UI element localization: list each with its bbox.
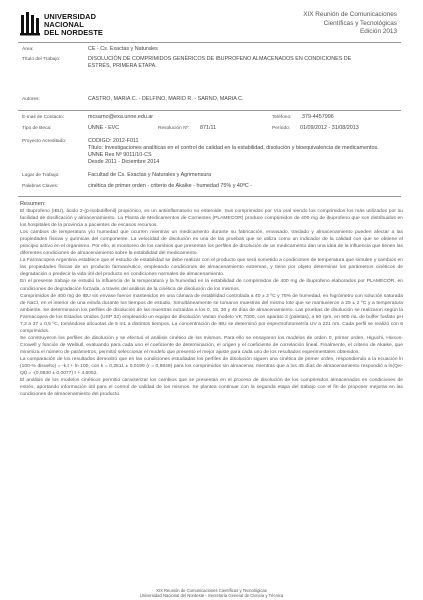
university-emblem-icon bbox=[20, 12, 40, 36]
period-value: 01/09/2012 - 31/08/2013 bbox=[300, 125, 359, 131]
page-footer bbox=[0, 588, 423, 598]
footer-line-2: Universidad Nacional del Nordeste - Secretaría General de Ciencia y Técnica bbox=[139, 593, 284, 598]
abstract-paragraph: El Ibuprofeno (IBU), ácido 2-(p-isobutilfenil) propiónico, es un antiinflamatorio no esteroide. Sus comprimidos por Vía oral siendo los comprimidos los más utilizados por su facilidad de dosificación y almacenamiento. La Planta de Medicamentos de Corrientes (PLAMECOR) produce comprimidos de 400 mg de ibuprofeno que son distribuidos en los hospitales de la provincia a pacientes de escasos recursos. bbox=[20, 209, 403, 229]
area-value: CE - Cs. Exactas y Naturales bbox=[88, 46, 158, 52]
phone-value: 379-4457996 bbox=[302, 114, 334, 120]
authors-value: CASTRO, MARIA C. - DELFINO, MARIO R. - SARNO, MARIA C. bbox=[88, 96, 244, 102]
event-name: XIX Reunión de Comunicaciones bbox=[303, 11, 397, 18]
footer-line-1: XIX Reunión de Comunicaciones Científicas y Tecnológicas bbox=[156, 588, 267, 593]
event-subtitle: Científicas y Tecnológicas bbox=[323, 19, 397, 27]
abstract-paragraph: El análisis de los modelos cinéticos permitió caracterizar los cambios que se presentan en el proceso de disolución de los comprimidos almacenados en condiciones de estrés, aportando información útil para el control de calidad de los mismos. Se plantea continuar con la segunda etapa del trabajo con el fin de proponer mejoras en las condiciones de almacenamiento del producto. bbox=[20, 378, 403, 398]
workplace-label: Lugar de Trabajo: bbox=[22, 173, 60, 178]
logo-line-3: DEL NORDESTE bbox=[44, 28, 103, 37]
resolution-label: Resolución Nº: bbox=[158, 126, 190, 131]
work-title: DISOLUCIÓN DE COMPRIMIDOS GENÉRICOS DE IBUPROFENO ALMACENADOS EN CONDICIONES DE ESTRÉS, PRIMERA ETAPA. bbox=[88, 56, 352, 69]
header-divider bbox=[18, 42, 401, 43]
keywords-value: cinética de primer orden - criterio de Akaike - humedad 75% y 40ºC - bbox=[88, 183, 253, 189]
abstract-body bbox=[20, 208, 403, 580]
abstract-paragraph: En el presente trabajo se estudió la influencia de la temperatura y la humedad en la estabilidad de comprimidos de 400 mg de ibuprofeno elaborados por PLAMECOR, en condiciones de degradación forzada, a través del análisis de la cinética de disolución de los mismos. bbox=[20, 279, 403, 292]
university-logo bbox=[20, 12, 160, 38]
logo-line-1: UNIVERSIDAD bbox=[44, 12, 97, 21]
email-label: E-mail de Contacto: bbox=[22, 115, 65, 120]
period-label: Período: bbox=[272, 126, 291, 131]
project-label: Proyecto Acreditado: bbox=[22, 139, 67, 144]
event-edition: Edición 2013 bbox=[360, 28, 397, 35]
abstract-paragraph: Se construyeron los perfiles de disolución y se efectuó el análisis cinético de los mismos. Para ello se ensayaron los modelos de orden 0, primer orden, Higuchi, Hixson-Crowell y función de Weibull, evaluando para cada uno el coeficiente de determinación, el origen y el coeficiente de correlación lineal. Finalmente, el criterio de Akaike, que minimiza el número de parámetros, permitió seleccionar el modelo que presentó el mejor ajuste para cada uno de los resultados experimentales obtenidos. bbox=[20, 335, 403, 355]
logo-line-2: NACIONAL bbox=[44, 20, 84, 29]
authors-divider bbox=[18, 110, 401, 111]
title-label: Título del Trabajo: bbox=[22, 57, 61, 62]
project-title: Título: Investigaciones analíticas en el control de calidad en la estabilidad, disolución y bioequivalencia de medicamentos. UNNE Res Nº 9011/10-CS bbox=[88, 145, 379, 158]
abstract-paragraph: Comprimidos de 400 mg de IBU sin envase fueron mantenidos en una cámara de estabilidad controlada a 40 ± 2 ºC y 75% de humedad, en higrómetro con solución saturada de NaCl, en el interior de una estufa durante los tiempos de estudio. Simultáneamente se tomaron muestras del mismo lote que se mantuvieron a 25 ± 2 ºC y a temperatura ambiente. Se determinaron los perfiles de disolución de las muestras extraídas a los 0, 15, 30 y 45 días de almacenamiento. Las pruebas de disolución se realizaron según la Farmacopea de los Estados Unidos (USP 32) empleando un equipo de disolución Varian modelo VK 7000, con aparato 2 (paletas), a 50 rpm, en 900 mL de buffer fosfato pH 7,2 a 37 ± 0,5 ºC, tomándose alícuotas de 5 mL a distintos tiempos. La concentración de IBU se determinó por espectrofotometría UV a 221 nm. Cada perfil se realizó con 6 comprimidos. bbox=[20, 293, 403, 334]
resolution-value: 871/11 bbox=[200, 125, 217, 131]
university-name bbox=[44, 13, 103, 37]
project-code: CODIGO: 2012-F011 bbox=[88, 138, 139, 144]
abstract-heading: Resumen: bbox=[20, 201, 46, 207]
abstract-paragraph: La comparación de los resultados demostró que en las condiciones estudiadas los perfiles de disolución siguen una cinética de primer orden, respondiendo a la ecuación ln (100-% disuelto) = -k.t + ln 100, con k = 0,2511 ± 0,0199 (r = 0,9848) para los comprimidos sin almacenar, mientras que a los 45 días de almacenamiento respondió a ln(Q∞-Qt) = -(0,0830 ± 0,0077) t + 4,6052. bbox=[20, 356, 403, 377]
keywords-divider bbox=[18, 196, 401, 197]
workplace-value: Facultad de Cs. Exactas y Naturales y Agrimensura bbox=[88, 172, 212, 178]
area-label: Área: bbox=[22, 47, 34, 52]
keywords-label: Palabras Claves: bbox=[22, 184, 59, 189]
abstract-paragraph: La Farmacopea Argentina establece que el estudio de estabilidad se debe realizar con el producto que será sometido a condiciones de temperatura que simulen y cambios en las propiedades físicas de un producto farmacéutico, empleando condiciones de almacenamiento extremas, y tiene por objeto determinar los parámetros cinéticos de degradación o predecir la vida útil del producto en condiciones normales de almacenamiento. bbox=[20, 258, 403, 278]
phone-label: Teléfono: bbox=[272, 115, 292, 120]
project-dates: Desde 2011 - Diciembre 2014 bbox=[88, 159, 160, 165]
authors-label: Autores: bbox=[22, 97, 40, 102]
abstract-paragraph: Los cambios de temperatura y/o humedad que ocurren mientras un medicamento durante su fabricación, envasado, traslado y almacenamiento pueden afectar a las propiedades físicas y químicas del componente. La velocidad de disolución es una de las pruebas que se utiliza como un indicador de la calidad con que se obtiene el principio activo en el organismo. Por ello, el monitoreo de los cambios que presentan los perfiles de disolución de un medicamento dan una idea de la influencia que tienen las diferentes condiciones de almacenamiento sobre la estabilidad del medicamento. bbox=[20, 230, 403, 257]
email-value: mcsarno@exa.unne.edu.ar bbox=[88, 114, 154, 120]
funding-label: Tipo de Beca: bbox=[22, 126, 52, 131]
funding-value: UNNE - EVC bbox=[88, 125, 120, 131]
event-header bbox=[303, 11, 397, 37]
